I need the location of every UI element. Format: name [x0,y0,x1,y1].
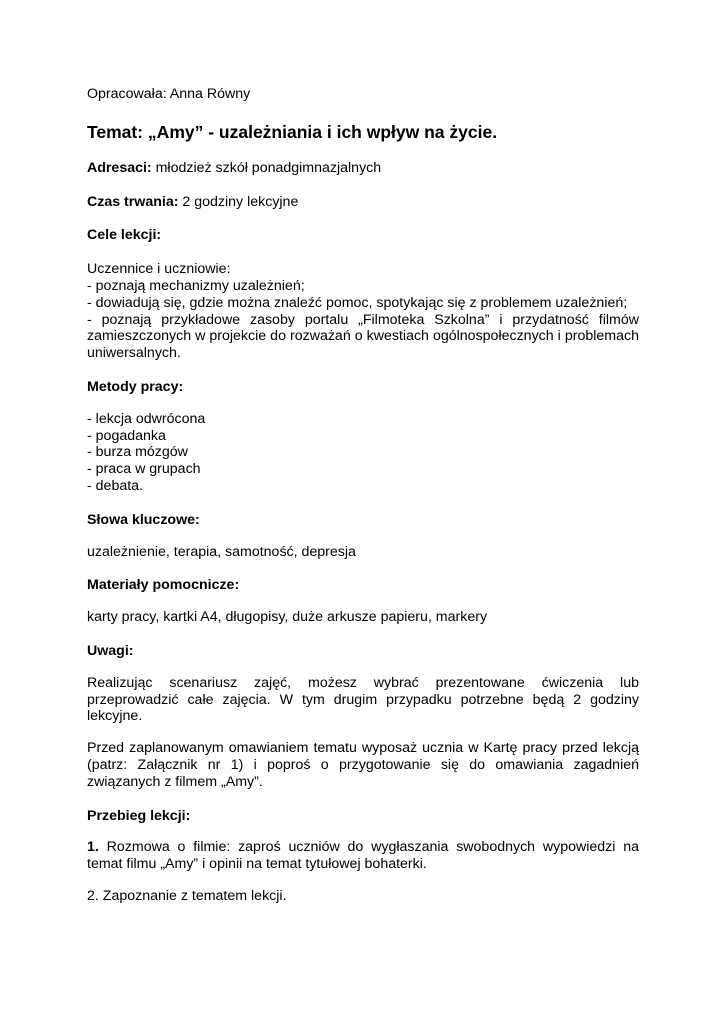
lesson-title: Temat: „Amy” - uzależniania i ich wpływ na życie. [87,121,498,142]
slowa-text: uzależnienie, terapia, samotność, depresja [87,543,356,560]
metody-heading: Metody pracy: [87,378,184,395]
adresaci-value: młodzież szkół ponadgimnazjalnych [151,159,382,176]
cele-intro: Uczennice i uczniowie: [87,261,231,278]
metody-item: - pogadanka [87,427,166,444]
metody-item: - lekcja odwrócona [87,410,206,427]
materialy-text: karty pracy, kartki A4, długopisy, duże arkusze papieru, markery [87,609,488,626]
document-page [87,86,639,905]
step-1-number: 1. [87,839,99,856]
cele-item: - poznają przykładowe zasoby portalu „Filmoteka Szkolna” i przydatność filmów zamieszczonych w projekcie do rozważań o kwestiach ogólnospołecznych i problemach uniwersalnych. [87,311,639,362]
czas-line [87,194,639,211]
metody-list [87,411,639,495]
step-1-text: Rozmowa o filmie: zaproś uczniów do wygłaszania swobodnych wypowiedzi na temat filmu „Amy” i opinii na temat tytułowej bohaterki. [87,839,639,873]
materialy-heading: Materiały pomocnicze: [87,577,240,594]
adresaci-label: Adresaci: [87,159,152,176]
slowa-heading: Słowa kluczowe: [87,511,200,528]
metody-item: - praca w grupach [87,461,201,478]
uwagi-paragraph-1: Realizując scenariusz zajęć, możesz wybrać prezentowane ćwiczenia lub przeprowadzić całe zajęcia. W tym drugim przypadku potrzebne będą 2 godziny lekcyjne. [87,674,639,725]
metody-item: - burza mózgów [87,444,188,461]
przebieg-step-2: 2. Zapoznanie z tematem lekcji. [87,887,287,904]
przebieg-step-1 [87,839,639,873]
cele-item: - poznają mechanizmy uzależnień; [87,277,305,294]
czas-label: Czas trwania: [87,193,179,210]
metody-item: - debata. [87,477,144,494]
author-line: Opracowała: Anna Równy [87,86,251,102]
cele-heading: Cele lekcji: [87,227,162,244]
cele-item: - dowiadują się, gdzie można znaleźć pomoc, spotykając się z problemem uzależnień; [87,294,628,311]
przebieg-heading: Przebieg lekcji: [87,807,191,824]
cele-block [87,261,639,362]
czas-value: 2 godziny lekcyjne [178,193,299,210]
uwagi-paragraph-2: Przed zaplanowanym omawianiem tematu wyposaż ucznia w Kartę pracy przed lekcją (patrz: Załącznik nr 1) i poproś o przygotowanie się do omawiania zagadnień związanych z filmem „Amy”. [87,740,639,790]
uwagi-heading: Uwagi: [87,642,134,659]
adresaci-line [87,160,639,177]
